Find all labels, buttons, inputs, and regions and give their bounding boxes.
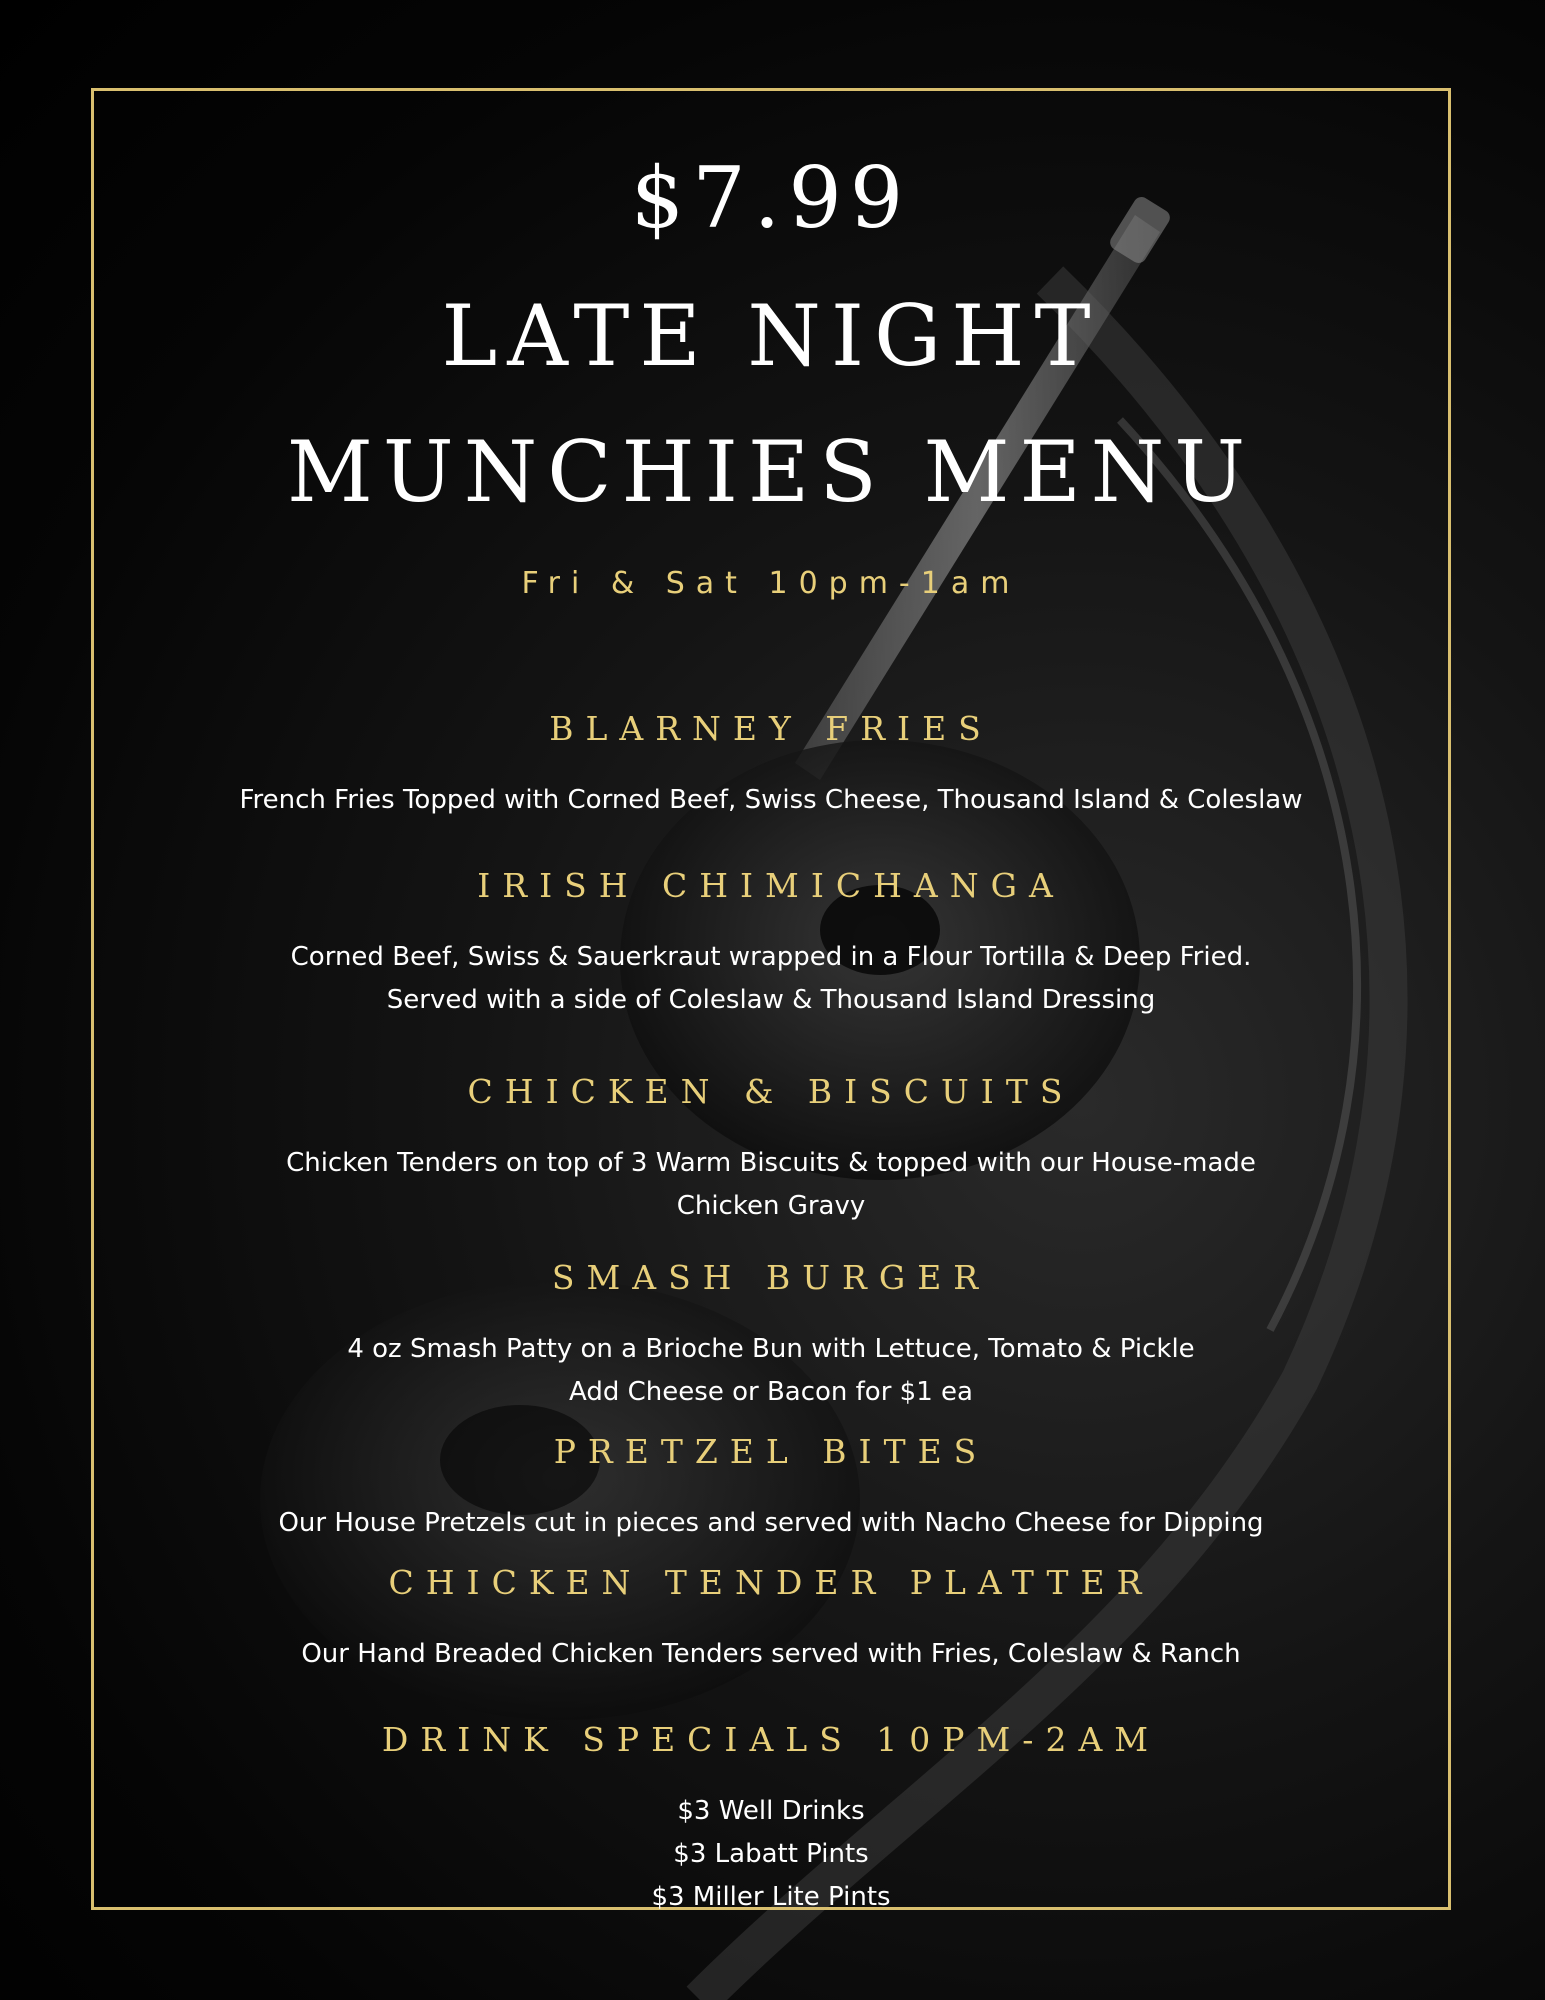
item-name: CHICKEN & BISCUITS <box>467 1072 1075 1111</box>
item-name: IRISH CHIMICHANGA <box>477 866 1065 905</box>
menu-title-line-2: MUNCHIES MENU <box>286 423 1256 521</box>
item-description-line: Add Cheese or Bacon for $1 ea <box>569 1377 973 1407</box>
item-description-line: Our House Pretzels cut in pieces and served with Nacho Cheese for Dipping <box>278 1508 1264 1538</box>
item-description <box>91 1142 1451 1228</box>
item-description <box>91 1502 1451 1545</box>
menu-title-line-1: LATE NIGHT <box>441 287 1101 385</box>
item-description <box>91 1633 1451 1676</box>
item-description-line: 4 oz Smash Patty on a Brioche Bun with Lettuce, Tomato & Pickle <box>347 1334 1195 1364</box>
menu-item-irish-chimichanga <box>91 866 1451 1022</box>
item-description <box>91 779 1451 822</box>
item-name: PRETZEL BITES <box>553 1432 989 1471</box>
item-name: CHICKEN TENDER PLATTER <box>388 1563 1154 1602</box>
item-name: SMASH BURGER <box>551 1258 991 1297</box>
item-description-line: French Fries Topped with Corned Beef, Swiss Cheese, Thousand Island & Coleslaw <box>239 785 1303 815</box>
item-description-line: Chicken Gravy <box>676 1191 866 1221</box>
menu-item-drink-specials <box>91 1720 1451 1919</box>
menu-hours: Fri & Sat 10pm-1am <box>521 566 1021 601</box>
item-name: DRINK SPECIALS 10PM-2AM <box>381 1720 1161 1759</box>
menu-price: $7.99 <box>630 149 912 247</box>
menu-item-chicken-tender-platter <box>91 1563 1451 1676</box>
menu-item-blarney-fries <box>91 709 1451 822</box>
item-name: BLARNEY FRIES <box>549 709 993 748</box>
item-description-line: Chicken Tenders on top of 3 Warm Biscuits & topped with our House-made <box>286 1148 1256 1178</box>
item-description-line: Our Hand Breaded Chicken Tenders served with Fries, Coleslaw & Ranch <box>301 1639 1241 1669</box>
item-description-line: $3 Miller Lite Pints <box>651 1882 891 1912</box>
menu-content <box>91 88 1451 1919</box>
item-description-line: Corned Beef, Swiss & Sauerkraut wrapped in a Flour Tortilla & Deep Fried. <box>290 942 1252 972</box>
item-description-line: Served with a side of Coleslaw & Thousand Island Dressing <box>386 985 1156 1015</box>
item-description <box>91 936 1451 1022</box>
item-description <box>91 1328 1451 1414</box>
menu-item-smash-burger <box>91 1258 1451 1414</box>
menu-title <box>91 268 1451 540</box>
menu-item-pretzel-bites <box>91 1432 1451 1545</box>
item-description <box>91 1790 1451 1919</box>
item-description-line: $3 Well Drinks <box>677 1796 865 1826</box>
item-description-line: $3 Labatt Pints <box>673 1839 869 1869</box>
menu-items <box>91 709 1451 1919</box>
menu-item-chicken-biscuits <box>91 1072 1451 1228</box>
